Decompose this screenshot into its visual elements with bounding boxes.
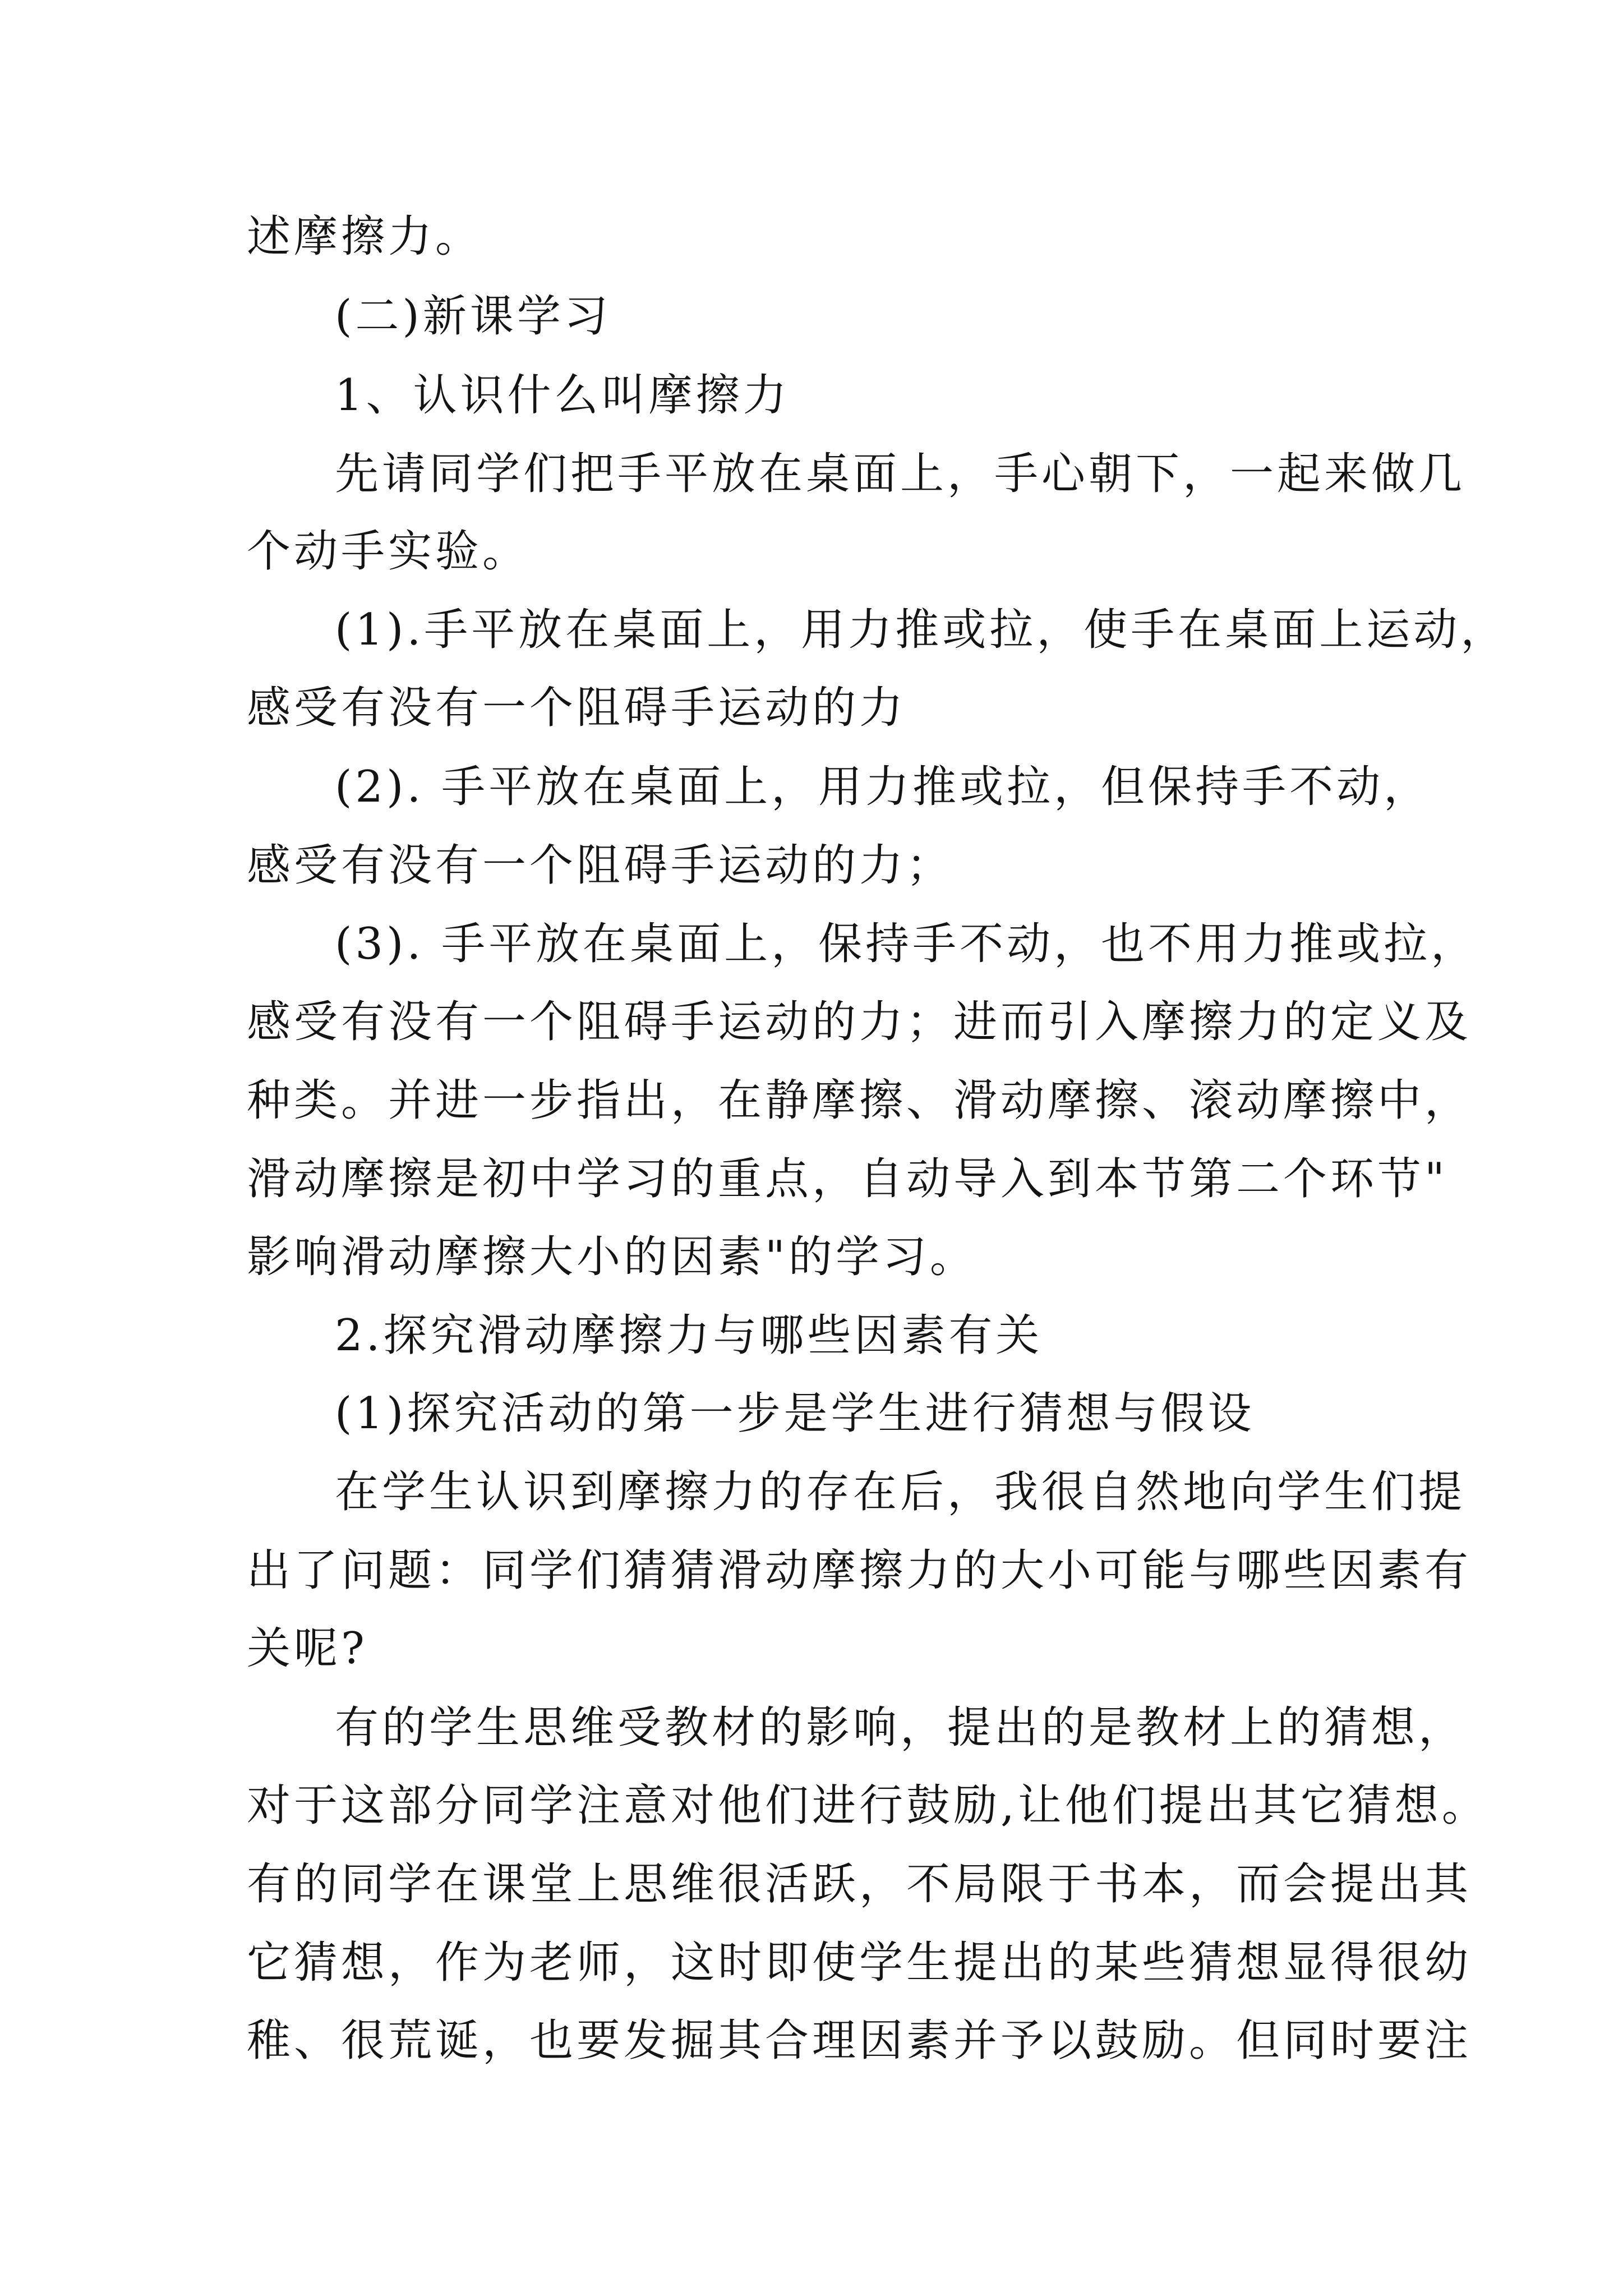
paragraph-line: 在学生认识到摩擦力的存在后，我很自然地向学生们提	[335, 1467, 1466, 1517]
section-heading: (二)新课学习	[335, 291, 611, 342]
list-item-line: (2). 手平放在桌面上，用力推或拉，但保持手不动，	[335, 762, 1431, 812]
text-line-continuation: 述摩擦力。	[247, 211, 483, 262]
paragraph-line: 出了问题：同学们猜猜滑动摩擦力的大小可能与哪些因素有	[247, 1545, 1472, 1596]
paragraph-line: 对于这部分同学注意对他们进行鼓励,让他们提出其它猜想。	[247, 1780, 1489, 1831]
paragraph-line: 种类。并进一步指出，在静摩擦、滑动摩擦、滚动摩擦中，	[247, 1075, 1472, 1126]
paragraph-line: 有的同学在课堂上思维很活跃，不局限于书本，而会提出其	[247, 1859, 1472, 1910]
subsection-heading: 1、认识什么叫摩擦力	[335, 370, 790, 421]
list-item-line: 感受有没有一个阻碍手运动的力	[247, 683, 907, 733]
list-item-line: (3). 手平放在桌面上，保持手不动，也不用力推或拉，	[335, 919, 1478, 969]
list-item-line: 感受有没有一个阻碍手运动的力；进而引入摩擦力的定义及	[247, 997, 1472, 1047]
paragraph-line: 影响滑动摩擦大小的因素"的学习。	[247, 1232, 977, 1282]
paragraph-line: 有的学生思维受教材的影响，提出的是教材上的猜想，	[335, 1703, 1466, 1753]
paragraph-line: 个动手实验。	[247, 526, 530, 577]
list-item-line: (1).手平放在桌面上，用力推或拉，使手在桌面上运动，	[335, 605, 1508, 655]
paragraph-line: 先请同学们把手平放在桌面上，手心朝下，一起来做几	[335, 449, 1466, 499]
subsection-heading: 2.探究滑动摩擦力与哪些因素有关	[335, 1310, 1043, 1361]
paragraph-line: 它猜想，作为老师，这时即使学生提出的某些猜想显得很幼	[247, 1938, 1472, 1988]
subsection-heading: (1)探究活动的第一步是学生进行猜想与假设	[335, 1388, 1255, 1439]
paragraph-line: 滑动摩擦是初中学习的重点，自动导入到本节第二个环节"	[247, 1154, 1448, 1204]
paragraph-line: 关呢?	[247, 1623, 368, 1674]
paragraph-line: 稚、很荒诞，也要发掘其合理因素并予以鼓励。但同时要注	[247, 2016, 1472, 2066]
list-item-line: 感受有没有一个阻碍手运动的力；	[247, 840, 954, 891]
